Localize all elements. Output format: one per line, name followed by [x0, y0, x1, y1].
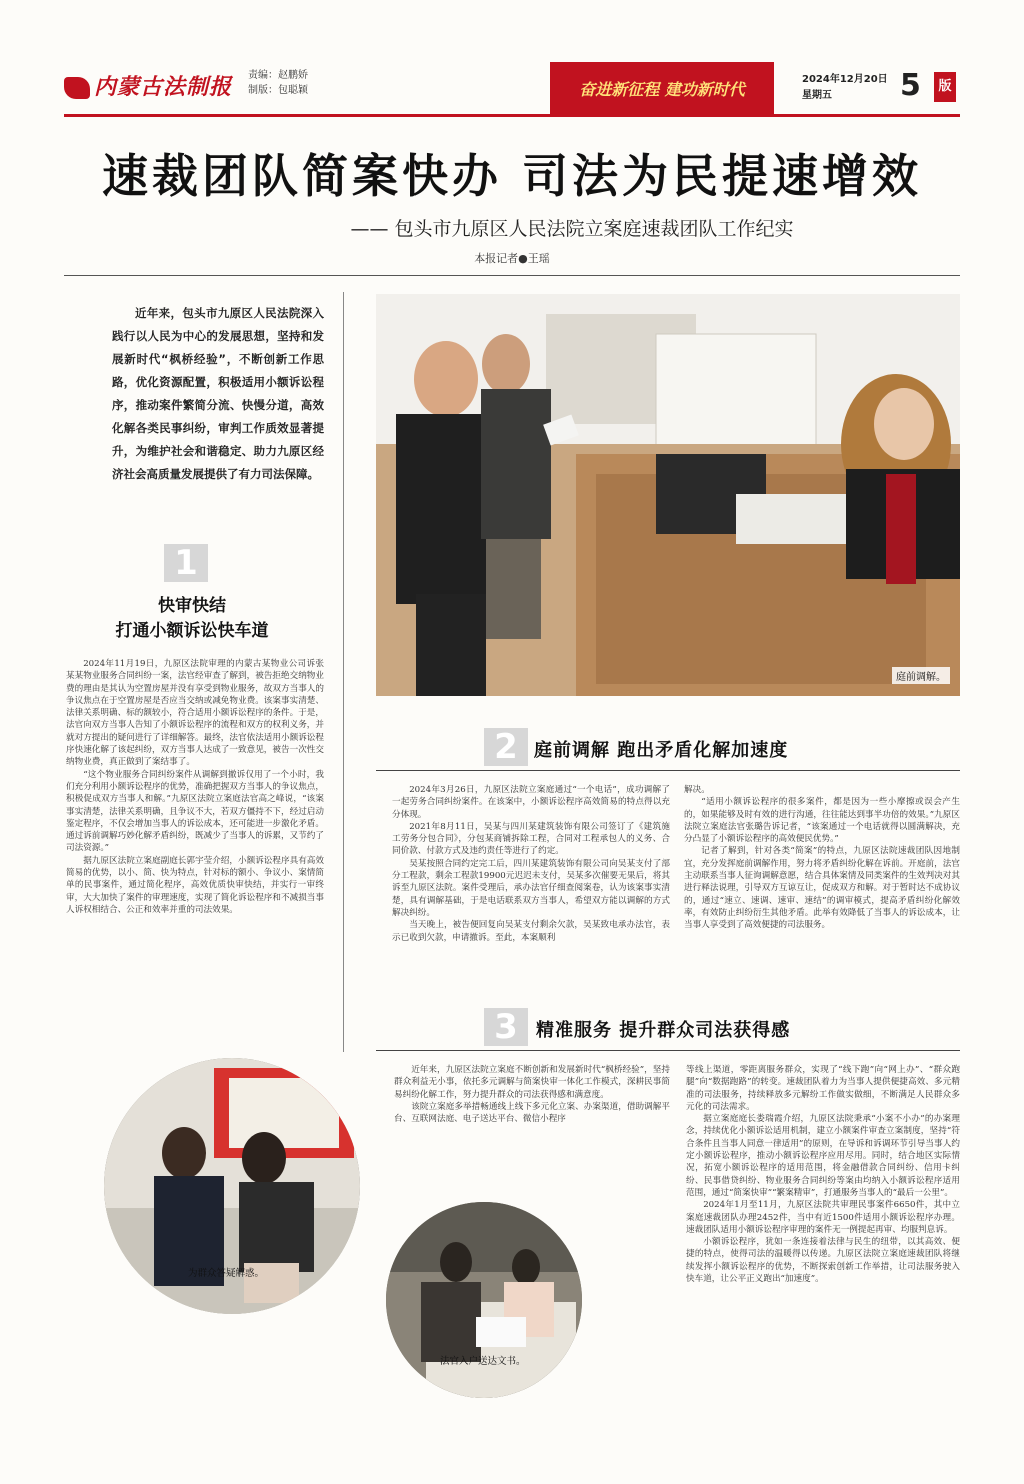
section-1-paragraph: 据九原区法院立案庭副庭长郭宇莹介绍，小额诉讼程序具有高效简易的优势，以小、简、快为特点，针对标的额小、争议小、案情简单的民事案件，通过简化程序，高效优质快审快结，并实行一审终审，大大加快了案件的审理速度，实现了简化诉讼程序和不减损当事人诉权相结合、公正和效率并重的司法效果。	[66, 855, 324, 915]
section-3-paragraph: 等线上渠道，零距离服务群众，实现了“线下跑”向“网上办”、“群众跑腿”向“数据跑路”的转变。速裁团队着力为当事人提供便捷高效、多元精准的司法服务，持续释放多元解纷工作做实做细，不断满足人民群众多元化的司法需求。	[686, 1065, 960, 1112]
layout-name: 制版：包聪颖	[248, 85, 308, 96]
mediation-photo	[376, 294, 960, 696]
masthead	[64, 62, 960, 114]
section-1-title	[64, 594, 320, 644]
page-label: 版	[934, 72, 956, 102]
weekday-text: 星期五	[802, 90, 832, 101]
section-2-paragraph: 2024年3月26日，九原区法院立案庭通过“一个电话”，成功调解了一起劳务合同纠纷案件。在该案中，小额诉讼程序高效简易的特点得以充分体现。	[392, 785, 670, 820]
section-3-paragraph: 2024年1月至11月，九原区法院共审理民事案件6650件，其中立案庭速裁团队办理2452件，当中有近1500件适用小额诉讼程序办理。速裁团队适用小额诉讼程序审理的案件无一例提起再审、均服判息诉。	[686, 1200, 960, 1235]
section-3-title: 精准服务 提升群众司法获得感	[536, 1020, 791, 1041]
circle-photo-delivery	[386, 1202, 582, 1398]
slogan-banner: 奋进新征程 建功新时代	[550, 62, 774, 114]
logo-mark-icon	[64, 77, 90, 99]
subheadline: —— 包头市九原区人民法院立案庭速裁团队工作纪实	[350, 218, 794, 240]
section-3-paragraph: 该院立案庭多举措畅通线上线下多元化立案、办案渠道，借助调解平台、互联网法庭、电子送达平台、微信小程序	[394, 1101, 670, 1125]
column-divider	[343, 292, 344, 1052]
section-1-number: 1	[164, 544, 208, 582]
section-1-paragraph: “这个物业服务合同纠纷案件从调解到撤诉仅用了一个小时，我们充分利用小额诉讼程序的优势，准确把握双方当事人的争议焦点，积极促成双方当事人和解。”九原区法院立案庭法官高之峰说，“该案事实清楚，法律关系明确，且争议不大，若双方僵持不下，经过启动鉴定程序，不仅会增加当事人的诉讼成本，还可能进一步激化矛盾。通过诉前调解巧妙化解矛盾纠纷，既减少了当事人的诉累，又节约了司法资源。”	[66, 769, 324, 854]
section-3-paragraph: 小额诉讼程序，犹如一条连接着法律与民生的纽带，以其高效、便捷的特点，使得司法的温暖得以传递。九原区法院立案庭速裁团队将继续发挥小额诉讼程序的优势，不断探索创新工作举措，让司法服务驶入快车道，让公平正义跑出“加速度”。	[686, 1237, 960, 1285]
section-2-column-1	[392, 784, 670, 944]
section-1-title-line1: 快审快结	[158, 596, 226, 616]
masthead-rule	[64, 114, 960, 117]
editor-name: 责编：赵鹏娇	[248, 70, 308, 81]
section-2-rule	[376, 770, 960, 771]
section-3-rule	[376, 1050, 960, 1051]
section-2-paragraph: 解决。	[684, 785, 710, 795]
section-3-number: 3	[484, 1008, 528, 1046]
issue-date	[802, 72, 888, 104]
section-2-title: 庭前调解 跑出矛盾化解加速度	[534, 740, 789, 761]
section-1-title-line2: 打通小额诉讼快车道	[115, 621, 269, 641]
circle-photo-consultation	[104, 1058, 360, 1314]
section-3-column-1	[394, 1064, 670, 1125]
section-2-paragraph: 记者了解到，针对各类“简案”的特点，九原区法院速裁团队因地制宜，充分发挥庭前调解作用，努力将矛盾纠纷化解在诉前。开庭前，法官主动联系当事人征询调解意愿，结合具体案情及同类案件的生效判决对其进行释法说理，引导双方互谅互让，促成双方和解。对于暂时达不成协议的，通过“速立、速调、速审、速结”的调审模式，提高矛盾纠纷化解效率，有效防止纠纷衍生其他矛盾。此举有效降低了当事人的诉讼成本，让当事人享受到了高效便捷的司法服务。	[684, 846, 960, 931]
section-2-paragraph: 当天晚上，被告便回复向吴某支付剩余欠款，吴某致电承办法官，表示已收到欠款，申请撤诉。至此，本案顺利	[392, 920, 670, 943]
title-rule	[64, 275, 960, 276]
newspaper-logo	[64, 70, 232, 101]
logo-text: 内蒙古法制报	[94, 74, 233, 100]
date-text: 2024年12月20日	[802, 74, 888, 85]
lead-paragraph: 近年来，包头市九原区人民法院深入践行以人民为中心的发展思想，坚持和发展新时代“枫桥经验”，不断创新工作思路，优化资源配置，积极适用小额诉讼程序，推动案件繁简分流、快慢分道，高效化解各类民事纠纷，审判工作质效显著提升，为维护社会和谐稳定、助力九原区经济社会高质量发展提供了有力司法保障。	[112, 306, 324, 481]
section-2-number: 2	[484, 728, 528, 766]
circle-photo-consultation-caption: 为群众答疑解惑。	[188, 1268, 265, 1279]
byline: 本报记者●王瑶	[474, 252, 550, 265]
section-3-paragraph: 近年来，九原区法院立案庭不断创新和发展新时代“枫桥经验”，坚持群众利益无小事，依托多元调解与简案快审一体化工作模式，深耕民事简易纠纷化解工作，努力提升群众的司法获得感和满意度。	[394, 1065, 670, 1100]
section-3-column-2	[686, 1064, 960, 1285]
section-3-paragraph: 据立案庭庭长娄瑞霞介绍，九原区法院秉承“小案不小办”的办案理念，持续优化小额诉讼适用机制，建立小额案件审查立案制度，坚持“符合条件且当事人同意一律适用”的原则，在导诉和诉调环节引导当事人约定小额诉讼程序，推动小额诉讼程序应用尽用。同时，结合地区实际情况，拓宽小额诉讼程序的适用范围，将金融借款合同纠纷、信用卡纠纷、民事借贷纠纷、物业服务合同纠纷等案由均纳入小额诉讼程序适用范围，通过“简案快审”“繁案精审”，打通服务当事人的“最后一公里”。	[686, 1114, 960, 1198]
section-1-body	[66, 658, 324, 916]
section-2-paragraph: “适用小额诉讼程序的很多案件，都是因为一些小摩擦或误会产生的，如果能够及时有效的进行沟通，往往能达到事半功倍的效果。”九原区法院立案庭法官张璐告诉记者，“该案通过一个电话就得以圆满解决，充分凸显了小额诉讼程序的高效便民优势。”	[684, 797, 960, 845]
circle-photo-delivery-image	[386, 1202, 582, 1398]
section-1-paragraph: 2024年11月19日，九原区法院审理的内蒙古某物业公司诉张某某物业服务合同纠纷一案，法官经审查了解到，被告拒绝交纳物业费的理由是其认为空置房屋并没有享受到物业服务，故双方当事人的争议焦点在于空置房屋是否应当交纳或减免物业费。该案事实清楚、法律关系明确、标的额较小，符合适用小额诉讼程序的条件。于是，法官向双方当事人告知了小额诉讼程序的流程和双方的权利义务，并就对方提出的疑问进行了详细解答。最终，法官依法适用小额诉讼程序快速化解了该起纠纷，双方当事人达成了一致意见，被告一次性交纳物业费，真正做到了案结事了。	[66, 659, 324, 768]
editor-credits	[248, 68, 308, 98]
mediation-photo-caption: 庭前调解。	[892, 667, 950, 684]
section-2-column-2	[684, 784, 960, 932]
mediation-photo-image	[376, 294, 960, 696]
section-2-paragraph: 吴某按照合同约定完工后，四川某建筑装饰有限公司向吴某支付了部分工程款，剩余工程款19900元迟迟未支付，吴某多次催要无果后，将其诉至九原区法院。案件受理后，承办法官仔细查阅案卷，认为该案事实清楚，具有调解基础，于是电话联系双方当事人，希望双方能以调解的方式解决纠纷。	[392, 858, 670, 918]
section-2-paragraph: 2021年8月11日，吴某与四川某建筑装饰有限公司签订了《建筑施工劳务分包合同》，分包某商铺拆除工程，合同对工程承包人的义务、合同价款、付款方式及违约责任等进行了约定。	[392, 821, 670, 857]
page-number: 5	[900, 68, 921, 103]
circle-photo-delivery-caption: 法官入户送达文书。	[440, 1356, 526, 1367]
headline: 速裁团队简案快办 司法为民提速增效	[101, 149, 922, 203]
